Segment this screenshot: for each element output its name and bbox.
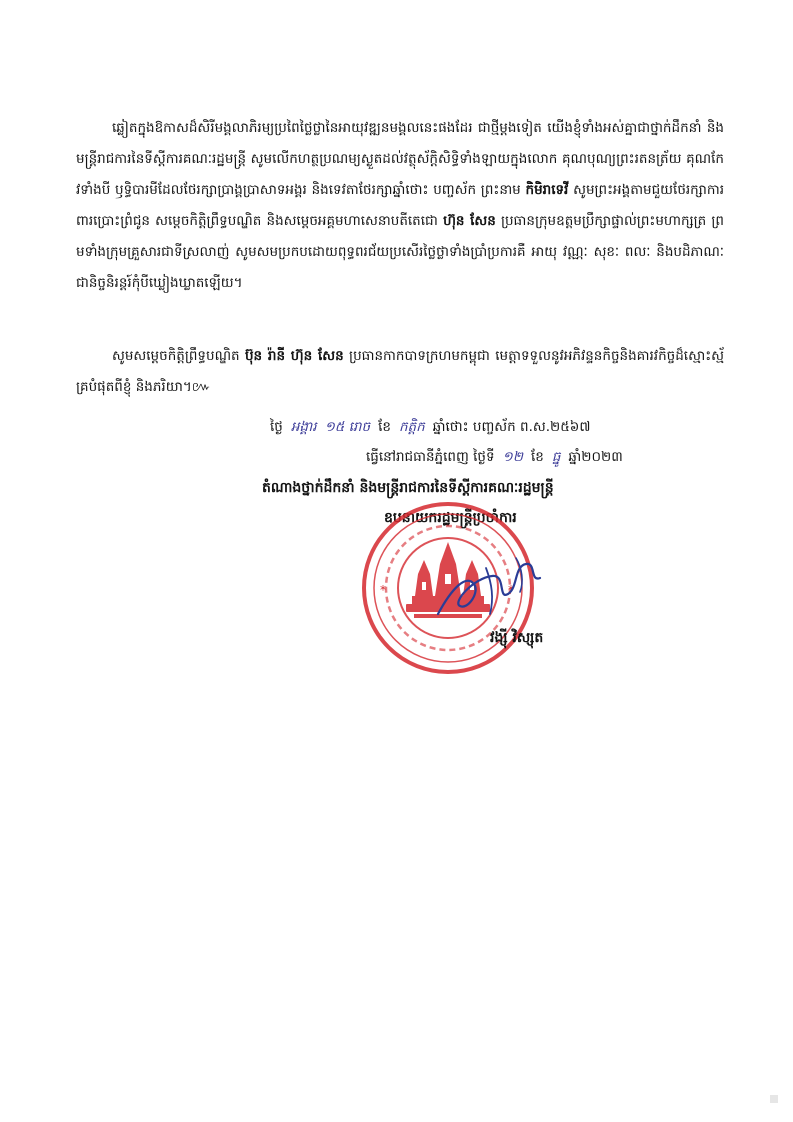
lunar-day-label: ថ្ងៃ (270, 419, 283, 435)
svg-text:*: * (508, 583, 514, 597)
lunar-month-label: ខែ (378, 419, 391, 435)
lunar-year: ឆ្នាំថោះ បញ្ចស័ក ព.ស.២៥៦៧ (432, 419, 591, 435)
svg-text:*: * (380, 583, 386, 597)
paragraph2-text-2: ប្រធានកាកបាទក្រហមកម្ពុជា មេត្តាទទួលនូវអភិវន្ទនកិច្ចនិងគារវកិច្ចដ៏ស្មោះស្ម័គ្របំផុតពីខ្ញុំ និងភរិយា។ (76, 348, 725, 395)
paragraph2-text-1: សូមសម្តេចកិត្តិព្រឹទ្ធបណ្ឌិត (112, 348, 240, 364)
recipient-name-2: ប៊ុន រ៉ានី ហ៊ុន សែន (244, 348, 344, 364)
recipient-name-1: ហ៊ុន សែន (443, 213, 496, 229)
paragraph1-text-3: ប្រធានក្រុមឧត្តមប្រឹក្សាផ្ទាល់ព្រះមហាក្សត្រ ព្រមទាំងក្រុមគ្រួសារជាទីស្រលាញ់ សូមសមប្រកបដោយពុទ្ធពរជ័យប្រសើរថ្លៃថ្លាទាំងប្រាំប្រការគឺ អាយុ វណ្ណៈ សុខៈ ពលៈ និងបដិភាណៈ ជានិច្ចនិរន្តរ៍កុំបីឃ្លៀងឃ្លាតឡើយ។ (76, 213, 724, 291)
lunar-date-line (270, 418, 590, 438)
solar-date-line (366, 448, 623, 468)
solar-day: ១២ (502, 449, 523, 465)
paragraph1-text-1: ឆ្លៀតក្នុងឱកាសដ៏សិរីមង្គលាភិរម្យប្រពៃថ្លៃថ្លានៃអាយុវឌ្ឍនមង្គលនេះផងដែរ ជាថ្មីម្តងទៀត យើងខ្ញុំទាំងអស់គ្នាជាថ្នាក់ដឹកនាំ និងមន្ត្រីរាជការនៃទីស្តីការគណៈរដ្ឋមន្ត្រី សូមលើកហត្ថប្រណម្យស្ងួតដល់វត្ថុស័ក្តិសិទ្ធិទាំងឡាយក្នុងលោក គុណបុណ្យព្រះរតនត្រ័យ គុណកែវទាំងបី ឫទ្ធិបារមីដែលថែរក្សាប្រាង្គប្រាសាទអង្គរ និងទេវតាថែរក្សាឆ្នាំថោះ បញ្ចស័ក ព្រះនាម (76, 120, 724, 198)
scan-mark (770, 1095, 778, 1103)
signer-name: វង្ស៊ី វិស្សុត (490, 630, 544, 646)
solar-year: ឆ្នាំ២០២៣ (568, 449, 623, 465)
greeting-paragraph (76, 341, 724, 403)
signature-icon (430, 548, 550, 628)
deity-name: កិមិរាទេវី (525, 182, 569, 198)
end-mark: ៚ (191, 379, 211, 395)
blessing-paragraph (76, 113, 724, 299)
solar-place: ធ្វើនៅរាជធានីភ្នំពេញ ថ្ងៃទី (366, 449, 495, 465)
paragraph1-text-2: សូមព្រះអង្គតាមជួយថែរក្សាការពារប្រោះព្រំជូន សម្តេចកិត្តិព្រឹទ្ធបណ្ឌិត និងសម្តេចអគ្គមហាសេនាបតីតេជោ (76, 182, 724, 229)
solar-month-label: ខែ (530, 449, 544, 465)
solar-month: ធ្នូ (551, 449, 561, 465)
lunar-month: កត្តិក (398, 419, 425, 435)
signer-role: ឧបនាយករដ្ឋមន្ត្រីប្រចាំការ (384, 510, 517, 526)
lunar-day: ១៥ រោច (324, 419, 371, 435)
lunar-weekday: អង្គារ (290, 419, 317, 435)
institution-title: តំណាងថ្នាក់ដឹកនាំ និងមន្ត្រីរាជការនៃទីស្តីការគណៈរដ្ឋមន្ត្រី (262, 480, 554, 496)
